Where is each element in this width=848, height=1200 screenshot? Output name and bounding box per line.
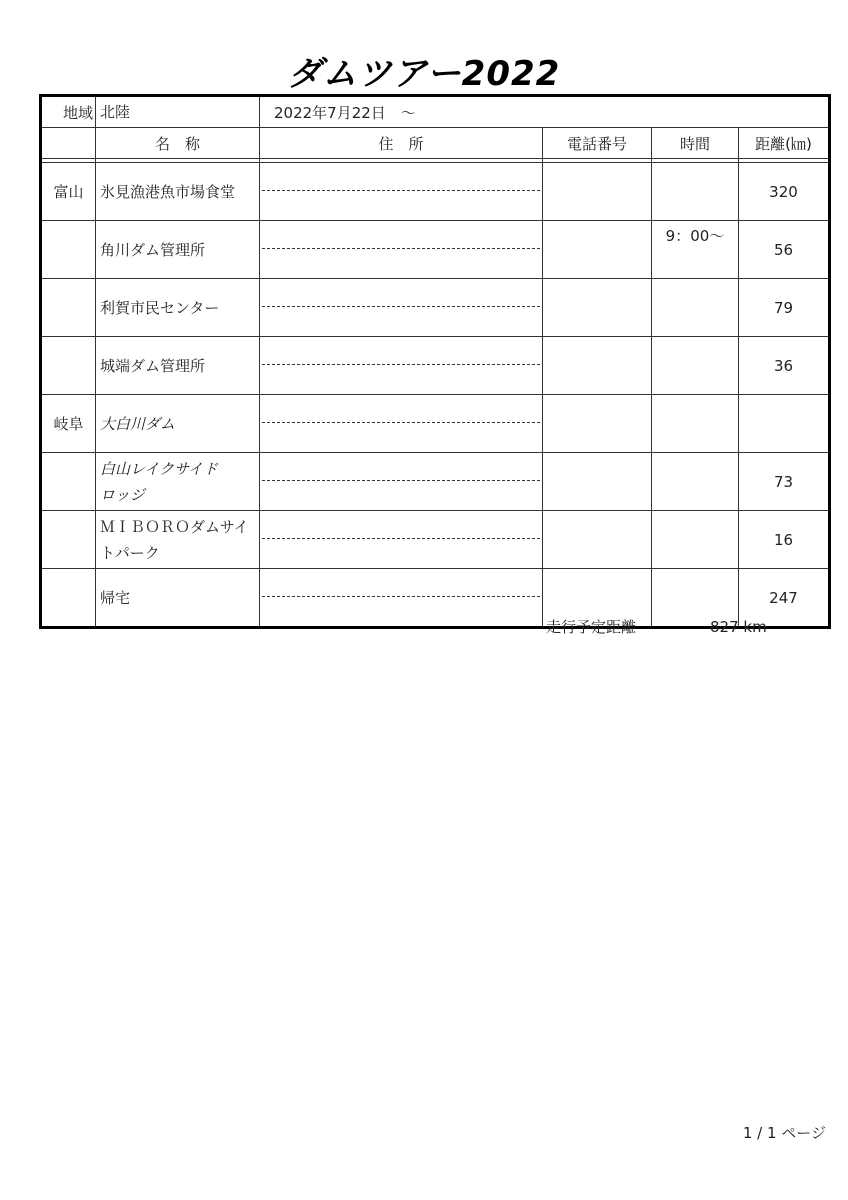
row-name-text: 角川ダム管理所	[100, 240, 206, 259]
row-distance: 320	[739, 163, 830, 221]
address-line	[262, 306, 540, 307]
row-name-text: ＭＩＢＯＲＯダムサイ トパーク	[100, 517, 249, 562]
row-name-text: 城端ダム管理所	[100, 356, 206, 375]
row-time	[652, 395, 739, 453]
row-name	[96, 279, 260, 337]
row-region	[41, 453, 96, 511]
table-row	[41, 511, 830, 569]
row-name	[96, 569, 260, 628]
table-row	[41, 395, 830, 453]
row-region: 富山	[41, 163, 96, 221]
region-value: 北陸	[96, 96, 260, 128]
row-region: 岐阜	[41, 395, 96, 453]
row-phone	[543, 279, 652, 337]
itinerary-table	[39, 94, 831, 629]
table-row	[41, 337, 830, 395]
row-phone	[543, 453, 652, 511]
table-row	[41, 163, 830, 221]
row-region	[41, 221, 96, 279]
row-name-text: 氷見漁港魚市場食堂	[100, 182, 236, 201]
row-time	[652, 163, 739, 221]
column-header-address: 住 所	[260, 128, 543, 159]
table-row	[41, 453, 830, 511]
address-line	[262, 538, 540, 539]
page-number: 1 / 1 ページ	[742, 1124, 826, 1142]
region-label: 地域	[41, 96, 96, 128]
row-region	[41, 569, 96, 628]
row-name-text: 大白川ダム	[100, 414, 176, 433]
header-row-columns	[41, 128, 830, 159]
row-address	[260, 163, 543, 221]
row-distance: 16	[739, 511, 830, 569]
row-address	[260, 453, 543, 511]
row-address	[260, 279, 543, 337]
row-name	[96, 337, 260, 395]
row-time	[652, 453, 739, 511]
row-phone	[543, 163, 652, 221]
address-line	[262, 422, 540, 423]
row-region	[41, 511, 96, 569]
row-distance: 73	[739, 453, 830, 511]
row-time	[652, 279, 739, 337]
column-header-name: 名 称	[96, 128, 260, 159]
address-line	[262, 480, 540, 481]
row-address	[260, 221, 543, 279]
address-line	[262, 596, 540, 597]
row-phone	[543, 337, 652, 395]
row-name-text: 白山レイクサイド ロッジ	[100, 459, 218, 504]
tour-date: 2022年7月22日 ～	[260, 96, 830, 128]
row-distance	[739, 395, 830, 453]
address-line	[262, 190, 540, 191]
column-header-distance: 距離(㎞)	[739, 128, 830, 159]
document-title: ダムツアー2022	[287, 54, 561, 94]
row-phone	[543, 511, 652, 569]
row-name	[96, 511, 260, 569]
row-name	[96, 221, 260, 279]
row-region	[41, 279, 96, 337]
table-row	[41, 279, 830, 337]
row-distance: 247	[739, 569, 830, 628]
row-name	[96, 163, 260, 221]
row-address	[260, 569, 543, 628]
table-row	[41, 221, 830, 279]
itinerary-rows	[41, 163, 830, 628]
row-address	[260, 337, 543, 395]
row-time	[652, 337, 739, 395]
row-address	[260, 395, 543, 453]
total-distance	[546, 616, 767, 637]
row-name	[96, 453, 260, 511]
column-header-phone: 電話番号	[543, 128, 652, 159]
row-distance: 56	[739, 221, 830, 279]
row-region	[41, 337, 96, 395]
row-time: 9：00～	[652, 221, 739, 279]
row-name-text: 利賀市民センター	[100, 298, 220, 317]
row-phone	[543, 221, 652, 279]
row-name-text: 帰宅	[100, 588, 131, 607]
row-phone	[543, 395, 652, 453]
header-row-region	[41, 96, 830, 128]
row-distance: 36	[739, 337, 830, 395]
column-header-region	[41, 128, 96, 159]
row-name	[96, 395, 260, 453]
address-line	[262, 364, 540, 365]
column-header-time: 時間	[652, 128, 739, 159]
row-address	[260, 511, 543, 569]
total-distance-label: 走行予定距離	[546, 618, 637, 636]
address-line	[262, 248, 540, 249]
row-time	[652, 511, 739, 569]
row-distance: 79	[739, 279, 830, 337]
total-distance-value: 827 km	[710, 618, 767, 636]
